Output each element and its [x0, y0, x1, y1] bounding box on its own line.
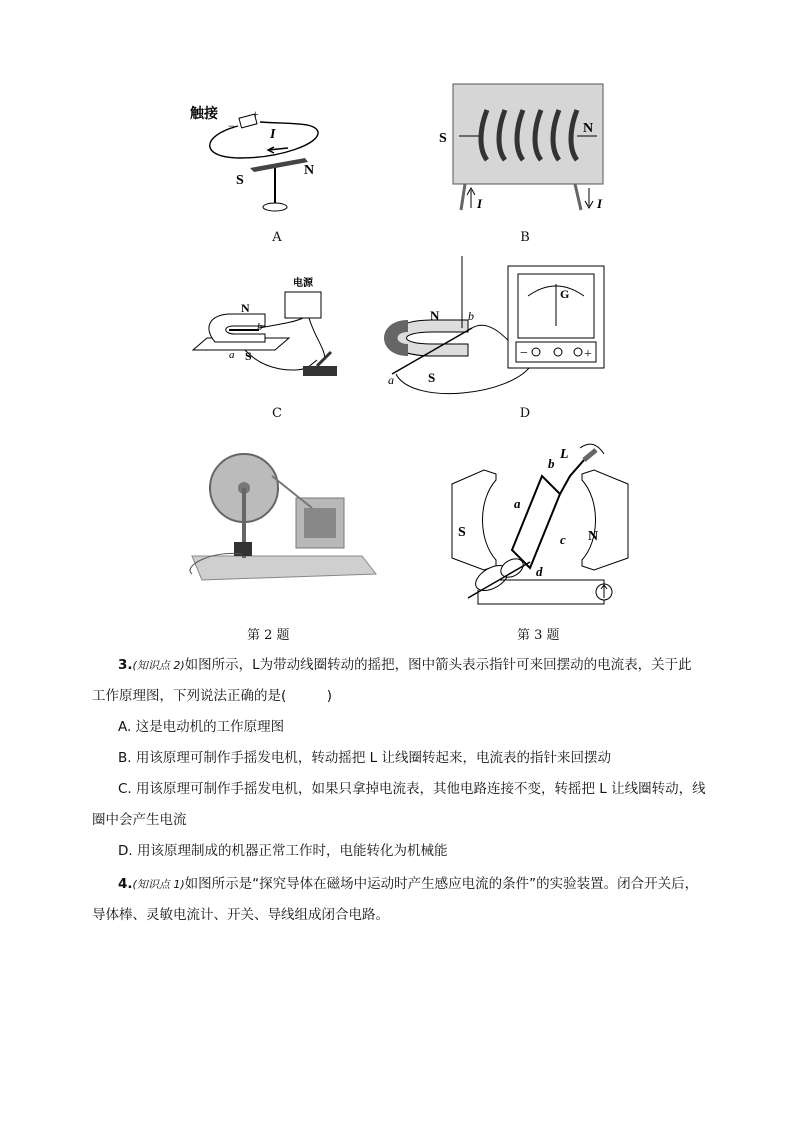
caption-c: C [272, 406, 282, 421]
power-supply [285, 292, 321, 318]
north-label: N [583, 121, 594, 136]
figure-b [435, 80, 615, 220]
switch [303, 366, 337, 376]
minus-sign: − [228, 119, 235, 133]
question-4-stem [92, 869, 704, 931]
magnet-block [304, 508, 336, 538]
option-a: A. 这是电动机的工作原理图 [118, 719, 285, 735]
south-label: S [245, 349, 252, 363]
question-4-text: 如图所示是“探究导体在磁场中运动时产生感应电流的条件”的实验装置。闭合开关后，导体棒、灵敏电流计、开关、导线组成闭合电路。 [92, 876, 699, 923]
label-L: L [560, 447, 569, 462]
option-d: D. 用该原理制成的机器正常工作时，电能转化为机械能 [118, 843, 448, 859]
current-right-label: I [597, 196, 603, 211]
north-label: N [241, 301, 250, 315]
crank-handle [584, 450, 596, 460]
label-d: d [536, 564, 543, 579]
figure-a [180, 96, 330, 221]
wire-loop [210, 122, 318, 158]
caption-q3: 第 3 题 [517, 628, 560, 643]
coil-abcd [512, 476, 560, 568]
base-plate [192, 556, 376, 580]
magnet-south [452, 470, 496, 570]
north-label: N [588, 529, 599, 544]
label-a: a [514, 496, 521, 511]
question-3-stem [92, 650, 704, 712]
label-a: a [388, 373, 394, 387]
south-label: S [236, 173, 244, 188]
question-4-number: 4. [118, 876, 133, 892]
caption-b: B [520, 230, 530, 245]
crank-shaft [560, 460, 584, 494]
north-label: N [304, 163, 315, 178]
compass-needle [250, 158, 308, 172]
plus-terminal: + [584, 347, 592, 362]
question-4-tag: (知识点 1) [132, 878, 185, 891]
wire-3 [309, 318, 325, 360]
right-lead [575, 184, 581, 210]
option-c: C. 用该原理可制作手摇发电机，如果只拿掉电流表，其他电路连接不变，转摇把 L 让线圈转动，线圈中会产生电流 [92, 781, 706, 828]
left-lead [461, 184, 465, 210]
question-3-tag: (知识点 2) [132, 659, 185, 672]
south-label: S [458, 525, 466, 540]
question-3-text: 如图所示，L为带动线圈转动的摇把，图中箭头表示指针可来回摆动的电流表，关于此工作原理图，下列说法正确的是( ) [92, 657, 692, 704]
figure-q2-generator-photo [172, 446, 382, 588]
power-label: 电源 [293, 278, 313, 289]
minus-terminal: − [520, 346, 528, 361]
touch-label: 触接 [190, 107, 218, 122]
figure-d [372, 256, 612, 396]
option-b: B. 用该原理可制作手摇发电机，转动摇把 L 让线圈转起来，电流表的指针来回摆动 [118, 750, 611, 766]
wire-1 [259, 318, 303, 328]
south-label: S [428, 370, 436, 385]
plus-sign: + [252, 107, 259, 121]
stand-base [263, 203, 287, 211]
caption-q2: 第 2 题 [247, 628, 290, 643]
terminal-1 [532, 348, 540, 356]
south-label: S [439, 131, 447, 146]
question-3-number: 3. [118, 657, 133, 673]
current-label: I [270, 127, 276, 142]
label-c: c [560, 532, 566, 547]
north-label: N [430, 308, 440, 323]
label-b: b [257, 321, 263, 333]
label-b: b [548, 456, 555, 471]
terminal-2 [554, 348, 562, 356]
magnet-north [582, 470, 628, 570]
figure-q3 [448, 440, 638, 610]
caption-d: D [519, 406, 531, 421]
figure-c [185, 268, 355, 388]
label-b: b [468, 309, 474, 323]
caption-a: A [272, 230, 282, 245]
label-a: a [229, 349, 235, 361]
current-left-label: I [477, 196, 483, 211]
current-arrow-down [585, 188, 593, 208]
iron-filing-board [453, 84, 603, 184]
current-arrow-up [467, 188, 475, 208]
meter-label: G [560, 287, 570, 301]
terminal-3 [574, 348, 582, 356]
